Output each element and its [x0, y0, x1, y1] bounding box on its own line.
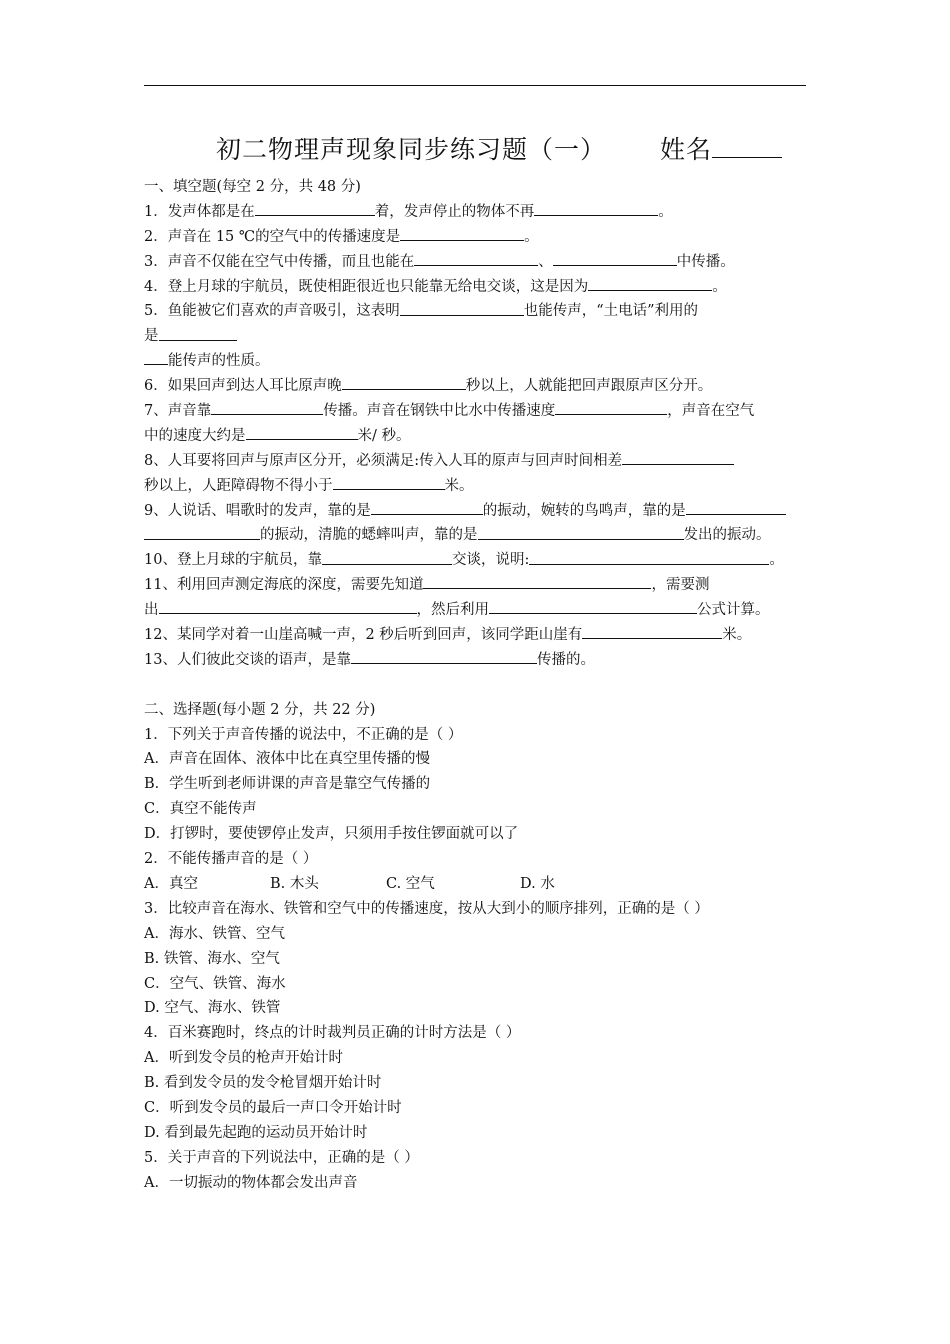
- section1-heading: 一、填空题(每空 2 分，共 48 分): [144, 179, 361, 195]
- answer-blank[interactable]: [144, 523, 260, 539]
- answer-blank[interactable]: [371, 499, 483, 515]
- choice-option[interactable]: D. 看到最先起跑的运动员开始计时: [144, 1124, 368, 1141]
- fill-question-1: 1．发声体都是在 着，发声停止的物体不再 。: [144, 200, 824, 225]
- page-title: [216, 130, 782, 166]
- answer-blank[interactable]: [159, 598, 417, 614]
- answer-blank[interactable]: [144, 349, 168, 365]
- fill-question-5: 5．鱼能被它们喜欢的声音吸引，这表明 也能传声，“土电话”利用的: [144, 299, 824, 324]
- title-text: 初二物理声现象同步练习题（一）: [216, 135, 607, 164]
- fill-question-3: 3．声音不仅能在空气中传播，而且也能在 、 中传播。: [144, 250, 824, 275]
- answer-blank[interactable]: [555, 399, 667, 415]
- choice-option[interactable]: A．听到发令员的枪声开始计时: [144, 1050, 343, 1067]
- choice-option[interactable]: B. 铁管、海水、空气: [144, 950, 280, 967]
- answer-blank[interactable]: [211, 399, 323, 415]
- choice-option[interactable]: D. 空气、海水、铁管: [144, 1000, 281, 1017]
- choice-option[interactable]: B．学生听到老师讲课的声音是靠空气传播的: [144, 776, 431, 793]
- fill-question-11-cont: 出 ，然后利用 公式计算。: [144, 598, 824, 623]
- fill-question-8: 8、人耳要将回声与原声区分开，必须满足:传入人耳的原声与回声时间相差: [144, 449, 824, 474]
- answer-blank[interactable]: [534, 200, 658, 216]
- answer-blank[interactable]: [529, 548, 769, 564]
- answer-blank[interactable]: [414, 250, 538, 266]
- answer-blank[interactable]: [159, 324, 237, 340]
- name-label: 姓名: [660, 135, 713, 164]
- choice-question-4: 4．百米赛跑时，终点的计时裁判员正确的计时方法是（ ）: [144, 1025, 521, 1042]
- answer-blank[interactable]: [489, 598, 697, 614]
- choice-option[interactable]: C．空气、铁管、海水: [144, 975, 286, 992]
- answer-blank[interactable]: [588, 275, 712, 291]
- answer-blank[interactable]: [255, 200, 375, 216]
- header-rule: [144, 85, 806, 86]
- answer-blank[interactable]: [686, 499, 786, 515]
- choice-option[interactable]: A．海水、铁管、空气: [144, 925, 285, 942]
- answer-blank[interactable]: [553, 250, 677, 266]
- choice-option[interactable]: C．听到发令员的最后一声口令开始计时: [144, 1099, 402, 1116]
- fill-question-5-cont2: 能传声的性质。: [144, 349, 824, 374]
- answer-blank[interactable]: [423, 573, 651, 589]
- choice-option[interactable]: B. 木头: [270, 875, 319, 892]
- fill-question-7: 7、声音靠 传播。声音在钢铁中比水中传播速度 ，声音在空气: [144, 399, 824, 424]
- choice-option[interactable]: B. 看到发令员的发令枪冒烟开始计时: [144, 1075, 382, 1092]
- answer-blank[interactable]: [333, 474, 445, 490]
- choice-question-2: 2．不能传播声音的是（ ）: [144, 851, 318, 868]
- answer-blank[interactable]: [400, 225, 524, 241]
- choice-options-row: [144, 872, 824, 897]
- answer-blank[interactable]: [582, 623, 722, 639]
- choice-option[interactable]: C．真空不能传声: [144, 801, 257, 818]
- fill-question-10: 10、登上月球的宇航员，靠 交谈，说明: 。: [144, 548, 824, 573]
- fill-question-8-cont: 秒以上，人距障碍物不得小于 米。: [144, 474, 824, 499]
- fill-question-2: 2．声音在 15 ℃的空气中的传播速度是 。: [144, 225, 824, 250]
- fill-question-9-cont: 的振动，清脆的蟋蟀叫声，靠的是 发出的振动。: [144, 523, 824, 548]
- name-blank[interactable]: [712, 132, 782, 158]
- answer-blank[interactable]: [400, 299, 524, 315]
- choice-option[interactable]: A．声音在固体、液体中比在真空里传播的慢: [144, 751, 430, 768]
- worksheet-body: [144, 175, 824, 1196]
- fill-question-6: 6．如果回声到达人耳比原声晚 秒以上，人就能把回声跟原声区分开。: [144, 374, 824, 399]
- answer-blank[interactable]: [342, 374, 466, 390]
- answer-blank[interactable]: [351, 648, 537, 664]
- fill-question-5-cont: 是: [144, 324, 824, 349]
- answer-blank[interactable]: [622, 449, 734, 465]
- choice-question-5: 5．关于声音的下列说法中，正确的是（ ）: [144, 1149, 419, 1166]
- fill-question-12: 12、某同学对着一山崖高喊一声，2 秒后听到回声，该同学距山崖有 米。: [144, 623, 824, 648]
- section2-heading: 二、选择题(每小题 2 分，共 22 分): [144, 701, 376, 718]
- answer-blank[interactable]: [246, 424, 358, 440]
- choice-question-1: 1．下列关于声音传播的说法中，不正确的是（ ）: [144, 726, 463, 743]
- choice-option[interactable]: C. 空气: [386, 875, 435, 892]
- choice-option[interactable]: A．真空: [144, 875, 198, 892]
- fill-question-13: 13、人们彼此交谈的语声，是靠 传播的。: [144, 648, 824, 673]
- fill-question-4: 4．登上月球的宇航员，既使相距很近也只能靠无给电交谈，这是因为 。: [144, 275, 824, 300]
- choice-option[interactable]: A．一切振动的物体都会发出声音: [144, 1174, 358, 1191]
- choice-option[interactable]: D．打锣时，要使锣停止发声，只须用手按住锣面就可以了: [144, 826, 519, 843]
- fill-question-11: 11、利用回声测定海底的深度，需要先知道 ，需要测: [144, 573, 824, 598]
- choice-question-3: 3．比较声音在海水、铁管和空气中的传播速度，按从大到小的顺序排列，正确的是（ ）: [144, 900, 709, 917]
- fill-question-9: 9、人说话、唱歌时的发声，靠的是 的振动，婉转的鸟鸣声，靠的是: [144, 499, 824, 524]
- choice-option[interactable]: D. 水: [520, 875, 555, 892]
- fill-question-7-cont: 中的速度大约是 米/ 秒。: [144, 424, 824, 449]
- answer-blank[interactable]: [322, 548, 452, 564]
- answer-blank[interactable]: [478, 523, 684, 539]
